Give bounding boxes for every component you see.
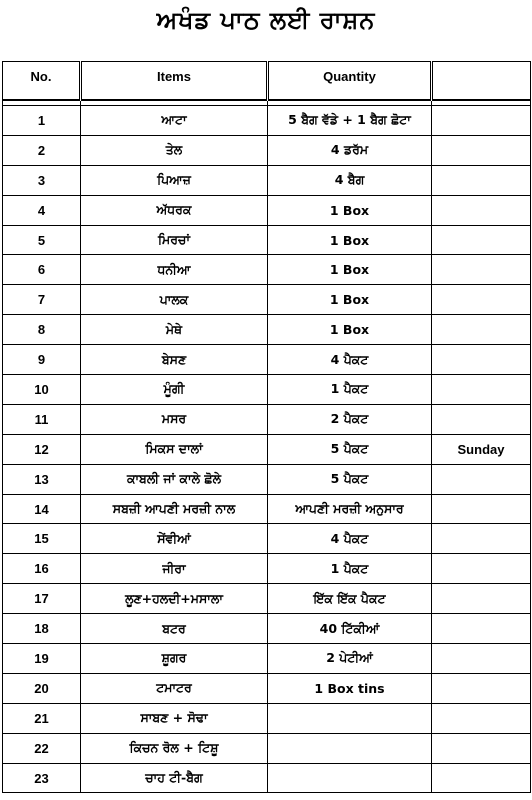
row-number: 18 (3, 614, 81, 644)
row-number: 8 (3, 315, 81, 345)
item-name: ਟਮਾਟਰ (81, 673, 268, 703)
item-name: ਸੇਂਵੀਆਂ (81, 524, 268, 554)
item-name: ਮਸਰ (81, 404, 268, 434)
table-row (3, 763, 531, 793)
item-name: ਮੇਥੇ (81, 315, 268, 345)
item-quantity: 4 ਪੈਕਟ (268, 345, 432, 375)
row-number: 22 (3, 733, 81, 763)
ration-table (2, 61, 531, 793)
item-quantity: 40 ਟਿੱਕੀਆਂ (268, 614, 432, 644)
row-number: 21 (3, 703, 81, 733)
item-note (432, 524, 531, 554)
item-name: ਤੇਲ (81, 135, 268, 165)
item-note (432, 673, 531, 703)
table-row (3, 135, 531, 165)
row-number: 20 (3, 673, 81, 703)
table-row (3, 106, 531, 136)
table-row (3, 165, 531, 195)
item-name: ਪਾਲਕ (81, 285, 268, 315)
table-row (3, 225, 531, 255)
item-quantity: 1 Box tins (268, 673, 432, 703)
item-name: ਬੇਸਣ (81, 345, 268, 375)
item-quantity: 2 ਪੇਟੀਆਂ (268, 644, 432, 674)
item-quantity: ਆਪਣੀ ਮਰਜ਼ੀ ਅਨੁਸਾਰ (268, 494, 432, 524)
table-row (3, 524, 531, 554)
item-note (432, 106, 531, 136)
item-quantity: 1 Box (268, 315, 432, 345)
item-note (432, 195, 531, 225)
row-number: 14 (3, 494, 81, 524)
item-note (432, 345, 531, 375)
item-name: ਪਿਆਜ਼ (81, 165, 268, 195)
item-note (432, 285, 531, 315)
table-row (3, 554, 531, 584)
item-name: ਜੀਰਾ (81, 554, 268, 584)
item-quantity: 1 Box (268, 255, 432, 285)
item-quantity: 5 ਪੈਕਟ (268, 464, 432, 494)
table-header (3, 62, 531, 106)
table-row (3, 464, 531, 494)
row-number: 12 (3, 434, 81, 464)
table-row (3, 195, 531, 225)
item-name: ਕਿਚਨ ਰੋਲ + ਟਿਸ਼ੂ (81, 733, 268, 763)
item-quantity (268, 763, 432, 793)
item-name: ਮਿਰਚਾਂ (81, 225, 268, 255)
item-name: ਸਾਬਣ + ਸੋਢਾ (81, 703, 268, 733)
row-number: 5 (3, 225, 81, 255)
table-row (3, 345, 531, 375)
row-number: 6 (3, 255, 81, 285)
item-note (432, 763, 531, 793)
item-quantity: 5 ਬੈਗ ਵੱਡੇ + 1 ਬੈਗ ਛੋਟਾ (268, 106, 432, 136)
table-row (3, 644, 531, 674)
table-row (3, 375, 531, 405)
item-name: ਸ਼ੂਗਰ (81, 644, 268, 674)
table-row (3, 494, 531, 524)
item-quantity: 1 Box (268, 225, 432, 255)
item-quantity: 1 Box (268, 285, 432, 315)
table-row (3, 255, 531, 285)
table-row (3, 584, 531, 614)
item-name: ਧਨੀਆ (81, 255, 268, 285)
item-note (432, 703, 531, 733)
item-name: ਅੱਧਰਕ (81, 195, 268, 225)
row-number: 2 (3, 135, 81, 165)
item-quantity: 1 Box (268, 195, 432, 225)
item-note (432, 584, 531, 614)
item-note (432, 464, 531, 494)
column-header-quantity: Quantity (268, 62, 432, 100)
item-quantity: 2 ਪੈਕਟ (268, 404, 432, 434)
table-row (3, 703, 531, 733)
item-name: ਸਬਜ਼ੀ ਆਪਣੀ ਮਰਜ਼ੀ ਨਾਲ (81, 494, 268, 524)
row-number: 19 (3, 644, 81, 674)
item-note: Sunday (432, 434, 531, 464)
item-name: ਲੂਣ+ਹਲਦੀ+ਮਸਾਲਾ (81, 584, 268, 614)
item-note (432, 404, 531, 434)
item-quantity: 1 ਪੈਕਟ (268, 375, 432, 405)
item-quantity (268, 703, 432, 733)
item-name: ਚਾਹ ਟੀ-ਬੈਗ (81, 763, 268, 793)
item-name: ਮੂੰਗੀ (81, 375, 268, 405)
table-body (3, 106, 531, 793)
item-name: ਆਟਾ (81, 106, 268, 136)
table-row (3, 315, 531, 345)
column-header-notes (432, 62, 531, 100)
row-number: 13 (3, 464, 81, 494)
item-quantity: 5 ਪੈਕਟ (268, 434, 432, 464)
row-number: 1 (3, 106, 81, 136)
row-number: 4 (3, 195, 81, 225)
item-note (432, 494, 531, 524)
column-header-items: Items (81, 62, 268, 100)
row-number: 3 (3, 165, 81, 195)
item-note (432, 315, 531, 345)
row-number: 11 (3, 404, 81, 434)
item-quantity (268, 733, 432, 763)
row-number: 10 (3, 375, 81, 405)
column-header-no: No. (3, 62, 81, 100)
row-number: 7 (3, 285, 81, 315)
table-row (3, 285, 531, 315)
table-row (3, 733, 531, 763)
row-number: 15 (3, 524, 81, 554)
item-note (432, 554, 531, 584)
item-quantity: ਇੱਕ ਇੱਕ ਪੈਕਟ (268, 584, 432, 614)
item-note (432, 733, 531, 763)
item-quantity: 4 ਡਰੱਮ (268, 135, 432, 165)
item-note (432, 165, 531, 195)
item-quantity: 4 ਬੈਗ (268, 165, 432, 195)
item-note (432, 614, 531, 644)
item-note (432, 225, 531, 255)
row-number: 17 (3, 584, 81, 614)
table-row (3, 404, 531, 434)
item-name: ਕਾਬਲੀ ਜਾਂ ਕਾਲੇ ਛੋਲੇ (81, 464, 268, 494)
item-note (432, 375, 531, 405)
table-row (3, 614, 531, 644)
item-name: ਬਟਰ (81, 614, 268, 644)
row-number: 16 (3, 554, 81, 584)
row-number: 23 (3, 763, 81, 793)
item-quantity: 4 ਪੈਕਟ (268, 524, 432, 554)
row-number: 9 (3, 345, 81, 375)
table-row (3, 434, 531, 464)
item-note (432, 644, 531, 674)
item-note (432, 255, 531, 285)
item-name: ਮਿਕਸ ਦਾਲਾਂ (81, 434, 268, 464)
item-quantity: 1 ਪੈਕਟ (268, 554, 432, 584)
table-row (3, 673, 531, 703)
page-title: ਅਖੰਡ ਪਾਠ ਲਈ ਰਾਸ਼ਨ (156, 6, 376, 34)
item-note (432, 135, 531, 165)
